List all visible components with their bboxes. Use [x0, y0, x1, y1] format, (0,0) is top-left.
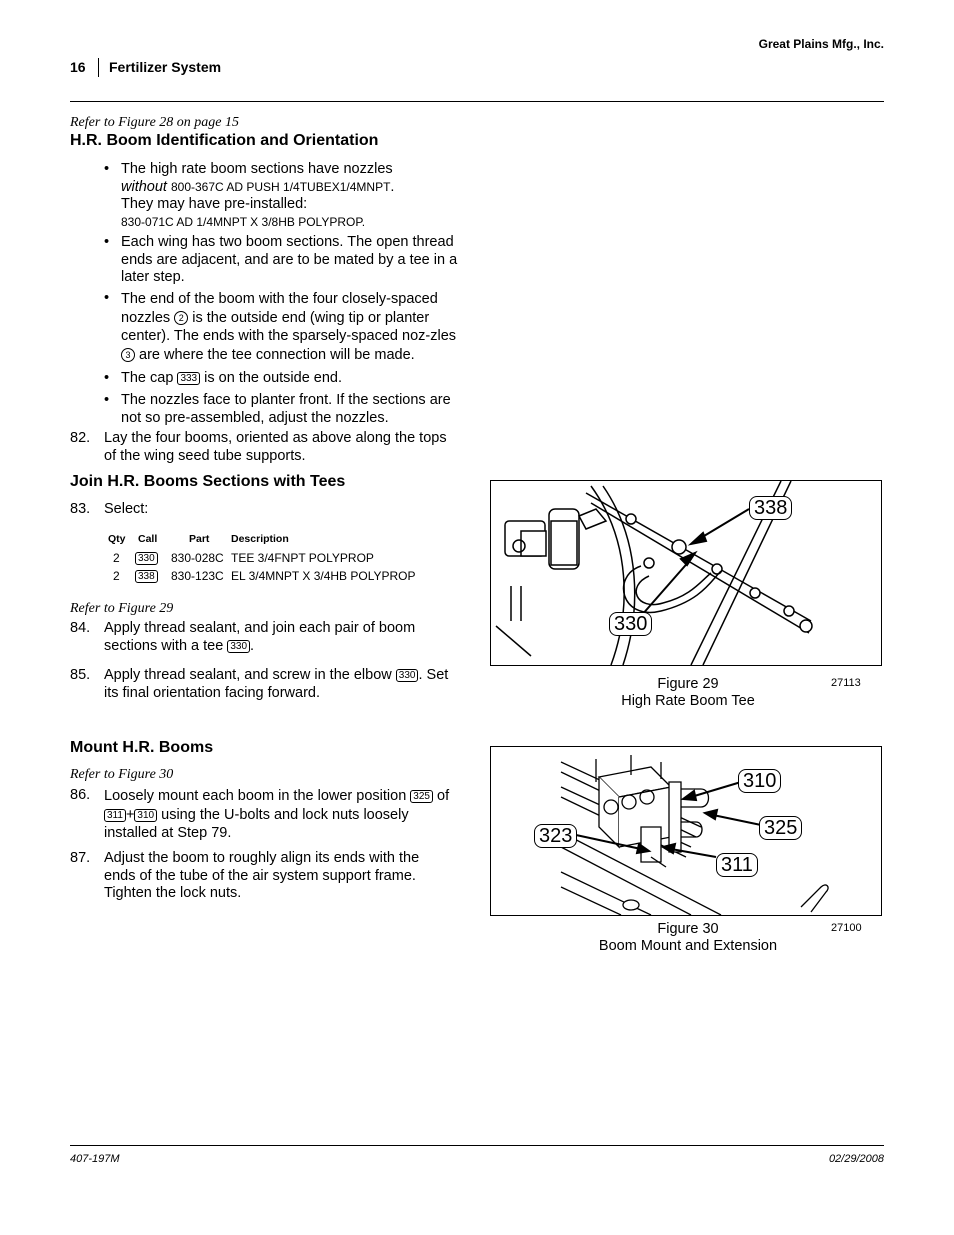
- callout-330: 330: [609, 612, 652, 636]
- callout-310: 310: [738, 769, 781, 793]
- bullet-icon: •: [104, 234, 110, 250]
- section-title: Fertilizer System: [109, 59, 222, 75]
- emphasis-without: without: [121, 178, 167, 195]
- callout-badge: 310: [134, 809, 157, 822]
- part-number: 800-367C AD PUSH 1/4TUBEX1/4MNPT: [170, 179, 391, 194]
- bullet-nozzles: The high rate boom sections have nozzles without 800-367C AD PUSH 1/4TUBEX1/4MNPT. They may have pre-installed: 830-071C AD 1/4MNPT X 3/8HB POLYPROP.: [121, 161, 471, 231]
- bullet-text: are where the tee connection will be made.: [139, 346, 415, 363]
- figure-30-number: 27100: [831, 922, 862, 934]
- figure-29-caption: [588, 676, 788, 710]
- bullet-text: The end of the boom with the four closely-spaced nozzles: [121, 291, 438, 326]
- table-cell-description: EL 3/4MNPT X 3/4HB POLYPROP: [231, 569, 416, 583]
- step-83: Select:: [104, 501, 149, 517]
- document-number: 407-197M: [70, 1153, 120, 1165]
- bullet-icon: •: [104, 290, 110, 306]
- figure-29-title: High Rate Boom Tee: [621, 693, 755, 709]
- step-number: 87.: [70, 850, 91, 866]
- callout-badge: 325: [410, 790, 433, 803]
- figure-30-caption: [588, 921, 788, 955]
- figure-29-illustration: [491, 481, 881, 665]
- step-text: Apply thread sealant, and join each pair of boom sections with a tee: [104, 620, 416, 654]
- table-cell-part: 830-028C: [171, 551, 224, 565]
- callout-badge: 338: [135, 570, 158, 583]
- table-header-part: Part: [189, 533, 210, 545]
- bullet-text: The cap: [121, 370, 174, 386]
- callout-badge: 311: [104, 809, 126, 822]
- step-85: [104, 667, 464, 702]
- step-87: Adjust the boom to roughly align its ends with the ends of the tube of the air system support frame. Tighten the lock nuts.: [104, 850, 420, 901]
- step-number: 86.: [70, 787, 91, 803]
- step-number: 84.: [70, 620, 91, 636]
- table-cell-part: 830-123C: [171, 569, 224, 583]
- figure-29-box: [490, 480, 882, 666]
- header-rule: [70, 101, 884, 102]
- table-cell-qty: 2: [113, 551, 120, 565]
- figure-30-title: Boom Mount and Extension: [598, 938, 778, 954]
- figure-reference: Refer to Figure 28 on page 15: [70, 115, 240, 130]
- bullet-cap: [121, 370, 471, 388]
- footer-rule: [70, 1145, 884, 1146]
- step-text: +: [125, 806, 135, 823]
- table-cell-description: TEE 3/4FNPT POLYPROP: [231, 551, 374, 565]
- step-text: using the U-bolts and lock nuts loosely installed at Step 79.: [104, 806, 409, 841]
- step-number: 85.: [70, 667, 91, 683]
- bullet-text: They may have pre-installed:: [121, 196, 308, 212]
- circled-number: 2: [174, 311, 188, 325]
- callout-311: 311: [716, 853, 758, 877]
- header-divider: [98, 58, 99, 77]
- figure-reference: Refer to Figure 29: [70, 601, 174, 616]
- step-number: 83.: [70, 501, 91, 517]
- company-name: Great Plains Mfg., Inc.: [758, 37, 884, 51]
- step-text: . Set its final orientation facing forward.: [104, 667, 449, 701]
- bullet-text: The high rate boom sections have nozzles: [121, 161, 393, 177]
- bullet-boom-ends: [121, 290, 471, 364]
- heading-boom-identification: H.R. Boom Identification and Orientation: [70, 132, 379, 149]
- bullet-text: is on the outside end.: [204, 370, 343, 386]
- figure-30-label: Figure 30: [657, 921, 719, 937]
- table-header-qty: Qty: [108, 533, 126, 545]
- circled-number: 3: [121, 348, 135, 362]
- step-number: 82.: [70, 430, 91, 446]
- bullet-wing-sections: Each wing has two boom sections. The open thread ends are adjacent, and are to be mated by a tee in a later step.: [121, 234, 458, 285]
- step-84: Apply thread sealant, and join each pair of boom sections with a tee 330 .: [104, 620, 416, 654]
- table-header-description: Description: [231, 533, 289, 545]
- step-text: of: [437, 788, 450, 804]
- heading-mount-booms: Mount H.R. Booms: [70, 739, 214, 756]
- figure-29-label: Figure 29: [657, 676, 719, 692]
- table-cell-qty: 2: [113, 569, 120, 583]
- callout-badge: 330: [135, 552, 158, 565]
- page-number: 16: [70, 59, 86, 75]
- callout-badge: 333: [177, 372, 200, 385]
- bullet-icon: •: [104, 161, 110, 177]
- part-number: 830-071C AD 1/4MNPT X 3/8HB POLYPROP: [121, 214, 362, 229]
- step-86: [104, 787, 464, 843]
- heading-join-booms: Join H.R. Booms Sections with Tees: [70, 473, 346, 490]
- figure-29-number: 27113: [831, 677, 861, 689]
- step-text: Loosely mount each boom in the lower position: [104, 788, 407, 804]
- callout-338: 338: [749, 496, 792, 520]
- step-text: Apply thread sealant, and screw in the elbow: [104, 667, 392, 683]
- document-date: 02/29/2008: [828, 1153, 884, 1165]
- step-82: Lay the four booms, oriented as above along the tops of the wing seed tube supports.: [104, 430, 447, 464]
- table-header-call: Call: [138, 533, 158, 545]
- callout-323: 323: [534, 824, 577, 848]
- bullet-text: is the outside end (wing tip or planter center). The ends with the sparsely-spaced noz-zles: [121, 309, 457, 344]
- figure-30-box: [490, 746, 882, 916]
- callout-badge: 330: [396, 669, 419, 682]
- bullet-icon: •: [104, 392, 110, 408]
- bullet-icon: •: [104, 370, 110, 386]
- figure-reference: Refer to Figure 30: [70, 767, 174, 782]
- callout-badge: 330: [227, 640, 250, 653]
- bullet-nozzle-direction: The nozzles face to planter front. If the sections are not so pre-assembled, adjust the nozzles.: [121, 392, 451, 426]
- callout-325: 325: [759, 816, 802, 840]
